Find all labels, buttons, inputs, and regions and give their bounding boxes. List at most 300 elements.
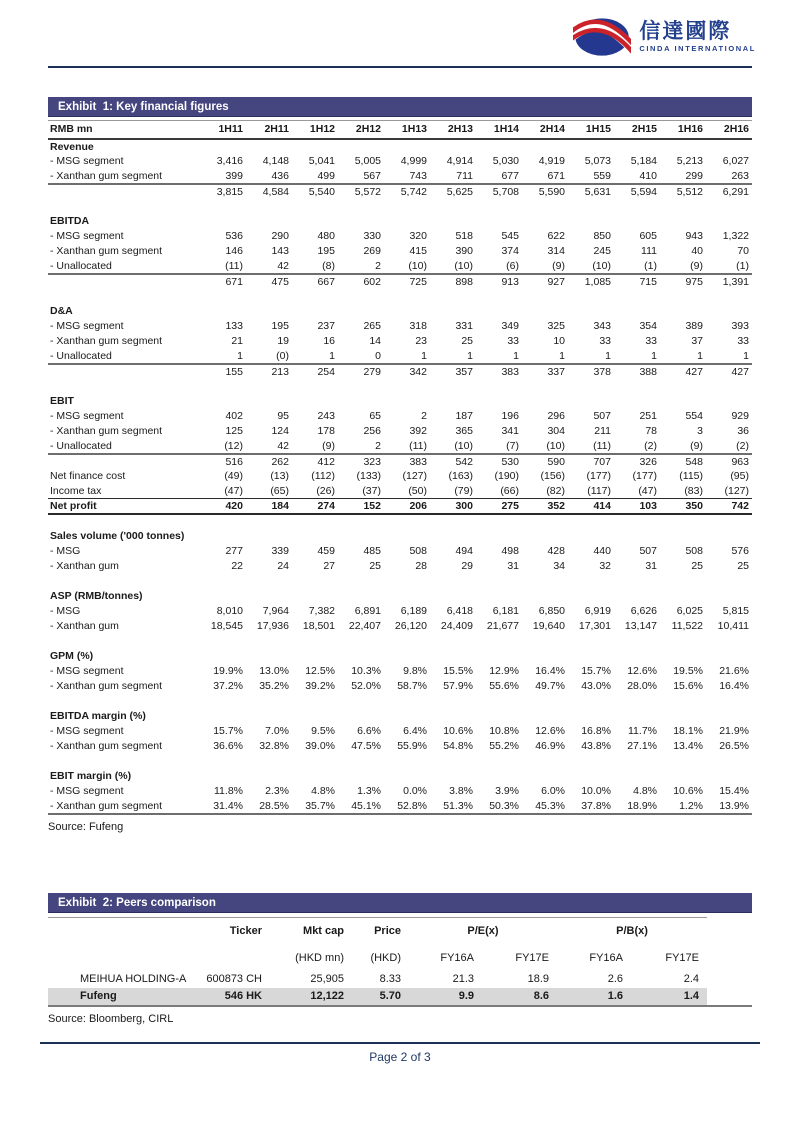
cell-value: 475 (246, 274, 292, 289)
cell-value: 22 (231, 560, 243, 572)
peer-price: 8.33 (379, 973, 401, 985)
row-label: - Xanthan gum (50, 560, 119, 572)
table-row (48, 349, 752, 364)
cell-value: 39.0% (305, 740, 335, 752)
cell-value: (7) (506, 439, 519, 452)
cell-value: (177) (632, 470, 657, 482)
cell-value: 5,041 (308, 155, 335, 167)
cell-value: 10.8% (489, 725, 519, 737)
cell-value: 124 (271, 425, 289, 437)
empty-cells (200, 649, 752, 664)
empty-cells (200, 214, 752, 229)
cell-value: 26.5% (719, 740, 749, 752)
cell-value: 195 (271, 320, 289, 332)
cell-value: 667 (292, 274, 338, 289)
subcol-hkdmn: (HKD mn) (295, 951, 344, 964)
cell-value: 427 (660, 364, 706, 379)
cell-value: 10,411 (717, 620, 749, 632)
cell-value: 5,625 (430, 184, 476, 199)
cell-value: 254 (292, 364, 338, 379)
cell-value: 548 (660, 454, 706, 469)
cell-value: 11,522 (671, 620, 703, 632)
cell-value: 12.6% (535, 725, 565, 737)
cell-value: 54.8% (443, 740, 473, 752)
cell-value: 33 (737, 335, 749, 347)
cell-value: 415 (409, 245, 427, 257)
cell-value: (47) (638, 484, 657, 497)
cell-value: (9) (552, 259, 565, 272)
cell-value: 1 (237, 349, 243, 362)
cell-value: 16 (323, 335, 335, 347)
cell-value: 3.8% (449, 785, 473, 797)
spacer-row (48, 379, 752, 394)
cell-value: (190) (494, 470, 519, 482)
table-row (48, 244, 752, 259)
cell-value: 518 (455, 230, 473, 242)
exhibit2-table (48, 917, 707, 1005)
cell-value: (0) (276, 349, 289, 362)
cell-value: 24,409 (440, 620, 473, 632)
cell-value: 265 (363, 320, 381, 332)
exhibit1-table-header (48, 121, 752, 139)
cell-value: (26) (316, 484, 335, 497)
table-row (48, 589, 752, 604)
cell-value: 18.9% (614, 799, 660, 814)
row-label: Net profit (48, 499, 200, 514)
cell-value: 2 (375, 259, 381, 272)
cell-value: 25 (691, 560, 703, 572)
cell-value: 32.8% (259, 740, 289, 752)
cell-value: 39.2% (305, 680, 335, 692)
row-label: EBITDA (50, 215, 90, 227)
cell-value: 5,005 (354, 155, 381, 167)
cell-value: 6,027 (722, 155, 749, 167)
period-column-header: 2H16 (706, 121, 752, 139)
cell-value: 146 (225, 245, 243, 257)
exhibit1-title-bar: Exhibit 1: Key financial figures (48, 97, 752, 117)
cell-value: 10.0% (581, 785, 611, 797)
cell-value: 18,501 (302, 620, 335, 632)
cell-value: 1 (467, 349, 473, 362)
cell-value: 6.0% (541, 785, 565, 797)
cell-value: 494 (455, 545, 473, 557)
table-row (48, 634, 752, 649)
cell-value: 16.4% (535, 665, 565, 677)
cell-value: 459 (317, 545, 335, 557)
cell-value: 898 (430, 274, 476, 289)
cell-value: 15.7% (581, 665, 611, 677)
cell-value: 196 (501, 410, 519, 422)
table-row (48, 799, 752, 814)
logo-english-name: CINDA INTERNATIONAL (639, 44, 756, 54)
cell-value: 51.3% (430, 799, 476, 814)
table-row (48, 139, 752, 154)
peer-pe-fy17e: 8.6 (482, 988, 557, 1005)
exhibit1-section (48, 97, 752, 833)
row-label: - Xanthan gum segment (48, 799, 200, 814)
cell-value: 12.9% (489, 665, 519, 677)
peer-name: Fufeng (48, 988, 198, 1005)
row-label: GPM (%) (50, 650, 94, 662)
cell-value: 195 (317, 245, 335, 257)
cell-value: 4.8% (633, 785, 657, 797)
cell-value: 339 (271, 545, 289, 557)
row-label: - Unallocated (50, 259, 112, 272)
cell-value: 3.9% (495, 785, 519, 797)
cell-value: 111 (641, 245, 657, 257)
row-label: EBIT margin (%) (50, 770, 132, 782)
cell-value: (47) (224, 484, 243, 497)
peer-ticker: 600873 CH (206, 973, 262, 985)
subcol-pe-fy17e: FY17E (515, 951, 549, 964)
cell-value: 37.8% (568, 799, 614, 814)
cell-value: 320 (409, 230, 427, 242)
cell-value: 0.0% (403, 785, 427, 797)
cell-value: 1 (605, 349, 611, 362)
cell-value: 330 (363, 230, 381, 242)
period-column-header: 1H16 (660, 121, 706, 139)
cell-value: 350 (660, 499, 706, 514)
cell-value: 43.0% (581, 680, 611, 692)
exhibit1-column-header-row (48, 121, 752, 139)
cell-value: 707 (568, 454, 614, 469)
cell-value: 6.4% (403, 725, 427, 737)
cell-value: 2 (421, 410, 427, 422)
cell-value: 508 (685, 545, 703, 557)
cell-value: 399 (225, 169, 243, 182)
cell-value: 671 (200, 274, 246, 289)
table-row (48, 304, 752, 319)
cell-value: 318 (409, 320, 427, 332)
peer-pb-fy17e: 1.4 (631, 988, 707, 1005)
row-label: Income tax (50, 484, 102, 497)
cell-value: 17,936 (256, 620, 289, 632)
logo-chinese-name: 信達國際 (639, 20, 732, 44)
cell-value: 143 (271, 245, 289, 257)
row-label: Revenue (50, 140, 94, 153)
cell-value: 331 (455, 320, 473, 332)
cell-value: 14 (369, 335, 381, 347)
table-row (48, 334, 752, 349)
peer-pb-fy16a: 1.6 (557, 988, 631, 1005)
cell-value: 1 (329, 349, 335, 362)
cell-value: 743 (409, 169, 427, 182)
cell-value: 402 (225, 410, 243, 422)
cell-value: (10) (592, 259, 611, 272)
table-row (48, 439, 752, 454)
table-row (48, 679, 752, 694)
cell-value: 36 (737, 425, 749, 437)
cell-value: 6,919 (584, 605, 611, 617)
col-ticker: Ticker (229, 925, 262, 938)
table-row (48, 739, 752, 754)
cell-value: 8,010 (216, 605, 243, 617)
cell-value: 55.9% (397, 740, 427, 752)
cell-value: 2 (375, 439, 381, 452)
empty-cells (200, 139, 752, 154)
row-label: Sales volume ('000 tonnes) (50, 530, 185, 542)
cell-value: (11) (409, 439, 427, 452)
cell-value: 274 (292, 499, 338, 514)
cell-value: 21.6% (719, 665, 749, 677)
subcol-hkd: (HKD) (370, 951, 401, 964)
cinda-logo-icon (573, 16, 631, 58)
cell-value: 26,120 (394, 620, 427, 632)
cell-value: 37 (691, 335, 703, 347)
table-row (48, 229, 752, 244)
cell-value: 326 (614, 454, 660, 469)
table-row (48, 274, 752, 289)
cell-value: 37.2% (213, 680, 243, 692)
table-row (48, 544, 752, 559)
cell-value: (11) (225, 259, 243, 272)
cell-value: 49.7% (535, 680, 565, 692)
row-label: EBIT (50, 395, 74, 407)
table-row (48, 514, 752, 529)
cell-value: 155 (200, 364, 246, 379)
cell-value: 43.8% (581, 740, 611, 752)
cell-value: 42 (277, 259, 289, 272)
cell-value: (50) (408, 484, 427, 497)
cell-value: 5,594 (614, 184, 660, 199)
cell-value: 17,301 (578, 620, 611, 632)
cell-value: 275 (476, 499, 522, 514)
cell-value: 23 (415, 335, 427, 347)
table-row (48, 709, 752, 724)
cell-value: 32 (599, 560, 611, 572)
cell-value: (2) (644, 439, 657, 452)
cell-value: (95) (730, 470, 749, 482)
cell-value: 35.2% (259, 680, 289, 692)
cell-value: 6,025 (676, 605, 703, 617)
cell-value: 5,572 (338, 184, 384, 199)
cell-value: 256 (363, 425, 381, 437)
spacer-row (48, 199, 752, 214)
cell-value: 545 (501, 230, 519, 242)
period-column-header: 1H15 (568, 121, 614, 139)
cell-value: 4,914 (446, 155, 473, 167)
subcol-pb-fy17e: FY17E (665, 951, 699, 964)
cell-value: 6,626 (630, 605, 657, 617)
row-label: - Xanthan gum segment (50, 245, 163, 257)
cell-value: 1,391 (706, 274, 752, 289)
cell-value: (9) (690, 439, 703, 452)
cell-value: (115) (679, 470, 703, 482)
cell-value: 4,999 (400, 155, 427, 167)
cell-value: 374 (501, 245, 519, 257)
cell-value: 206 (384, 499, 430, 514)
cell-value: (8) (322, 259, 335, 272)
row-label: ASP (RMB/tonnes) (50, 590, 143, 602)
table-row (48, 769, 752, 784)
cell-value: 95 (277, 410, 289, 422)
cell-value: 34 (553, 560, 565, 572)
cell-value: (83) (684, 484, 703, 497)
cell-value: 325 (547, 320, 565, 332)
cell-value: (49) (224, 470, 243, 482)
spacer-row (48, 574, 752, 589)
cell-value: 11.8% (214, 785, 243, 797)
cell-value: 31 (645, 560, 657, 572)
cell-value: 7,382 (308, 605, 335, 617)
cell-value: 1 (559, 349, 565, 362)
row-label: - MSG segment (50, 785, 124, 797)
cell-value: 5,708 (476, 184, 522, 199)
cell-value: 42 (277, 439, 289, 452)
cell-value: 567 (363, 169, 381, 182)
period-column-header: 2H15 (614, 121, 660, 139)
table-row (48, 754, 752, 769)
cell-value: 943 (685, 230, 703, 242)
cell-value: 4,148 (262, 155, 289, 167)
peer-pb-fy17e: 2.4 (683, 973, 699, 985)
cell-value: (10) (408, 259, 427, 272)
cell-value: 277 (225, 545, 243, 557)
cell-value: 45.3% (522, 799, 568, 814)
exhibit1-table-body (48, 139, 752, 814)
cell-value: 103 (614, 499, 660, 514)
cell-value: 389 (685, 320, 703, 332)
cell-value: 349 (501, 320, 519, 332)
cell-value: 65 (369, 410, 381, 422)
cell-value: 299 (685, 169, 703, 182)
period-column-header: 1H14 (476, 121, 522, 139)
cell-value: (156) (540, 470, 565, 482)
cell-value: 33 (507, 335, 519, 347)
exhibit2-section (48, 893, 752, 1025)
empty-cells (200, 304, 752, 319)
cell-value: (1) (736, 259, 749, 272)
table-row (48, 409, 752, 424)
cell-value: (112) (311, 470, 335, 482)
cell-value: 13.9% (706, 799, 752, 814)
exhibit1-source: Source: Fufeng (48, 820, 124, 833)
row-label (48, 274, 200, 289)
company-logo (573, 16, 756, 58)
cell-value: (66) (500, 484, 519, 497)
table-row (48, 394, 752, 409)
cell-value: 5,184 (630, 155, 657, 167)
cell-value: 6.6% (357, 725, 381, 737)
cell-value: 52.0% (351, 680, 381, 692)
exhibit1-table (48, 120, 752, 815)
period-column-header: 2H12 (338, 121, 384, 139)
cell-value: 11.7% (628, 725, 657, 737)
cell-value: 28.0% (627, 680, 657, 692)
cell-value: 10.6% (443, 725, 473, 737)
cell-value: 365 (455, 425, 473, 437)
cell-value: 393 (731, 320, 749, 332)
cell-value: 9.5% (311, 725, 335, 737)
cell-value: 10.6% (673, 785, 703, 797)
cell-value: 16.4% (719, 680, 749, 692)
cell-value: (10) (454, 259, 473, 272)
row-label: Net finance cost (50, 470, 126, 482)
cell-value: 296 (547, 410, 565, 422)
cell-value: 975 (660, 274, 706, 289)
spacer-row (48, 634, 752, 649)
cell-value: 498 (501, 545, 519, 557)
period-column-header: 1H12 (292, 121, 338, 139)
cell-value: 22,407 (348, 620, 381, 632)
col-pb: P/B(x) (616, 925, 648, 938)
cell-value: 4,584 (246, 184, 292, 199)
table-row (48, 484, 752, 499)
cell-value: 25 (461, 335, 473, 347)
cell-value: 1 (421, 349, 427, 362)
cell-value: 187 (455, 410, 473, 422)
cell-value: 50.3% (476, 799, 522, 814)
table-row-fufeng (48, 988, 707, 1005)
cell-value: 21.9% (719, 725, 749, 737)
cell-value: 57.9% (443, 680, 473, 692)
cell-value: 913 (476, 274, 522, 289)
cell-value: (10) (454, 439, 473, 452)
cell-value: 36.6% (213, 740, 243, 752)
cell-value: 5,742 (384, 184, 430, 199)
cell-value: 850 (593, 230, 611, 242)
row-header-label: RMB mn (48, 121, 200, 139)
cell-value: 323 (338, 454, 384, 469)
table-row (48, 499, 752, 514)
empty-cells (200, 589, 752, 604)
cell-value: (6) (506, 259, 519, 272)
cell-value: 6,850 (538, 605, 565, 617)
table-row (48, 259, 752, 274)
cell-value: 58.7% (397, 680, 427, 692)
cell-value: 152 (338, 499, 384, 514)
cell-value: 354 (639, 320, 657, 332)
row-label: D&A (50, 305, 73, 317)
cell-value: 178 (317, 425, 335, 437)
cell-value: 9.8% (403, 665, 427, 677)
period-column-header: 1H13 (384, 121, 430, 139)
cell-value: 499 (317, 169, 335, 182)
table-row (48, 469, 752, 484)
cell-value: 3,416 (216, 155, 243, 167)
cell-value: 440 (593, 545, 611, 557)
cell-value: 480 (317, 230, 335, 242)
subcol-pb-fy16a: FY16A (589, 951, 623, 964)
cell-value: 29 (461, 560, 473, 572)
cell-value: 314 (547, 245, 565, 257)
row-label: - MSG segment (50, 230, 124, 242)
cell-value: 711 (456, 169, 473, 182)
peer-mktcap: 25,905 (310, 973, 344, 985)
peer-mktcap: 12,122 (270, 988, 352, 1005)
cell-value: 25 (369, 560, 381, 572)
cell-value: 28 (415, 560, 427, 572)
cell-value: 211 (594, 425, 611, 437)
table-row (48, 319, 752, 334)
period-column-header: 1H11 (200, 121, 246, 139)
cell-value: 33 (645, 335, 657, 347)
cell-value: 304 (547, 425, 565, 437)
cell-value: 15.4% (719, 785, 749, 797)
cell-value: 1 (651, 349, 657, 362)
cell-value: 388 (614, 364, 660, 379)
cell-value: 963 (706, 454, 752, 469)
row-label (48, 364, 200, 379)
cell-value: (163) (448, 470, 473, 482)
cell-value: 378 (568, 364, 614, 379)
table-row (48, 784, 752, 799)
exhibit2-subheader-row (48, 945, 707, 971)
cell-value: 78 (645, 425, 657, 437)
header-divider (48, 66, 752, 68)
table-row-meihua (48, 971, 707, 988)
cell-value: 1 (513, 349, 519, 362)
